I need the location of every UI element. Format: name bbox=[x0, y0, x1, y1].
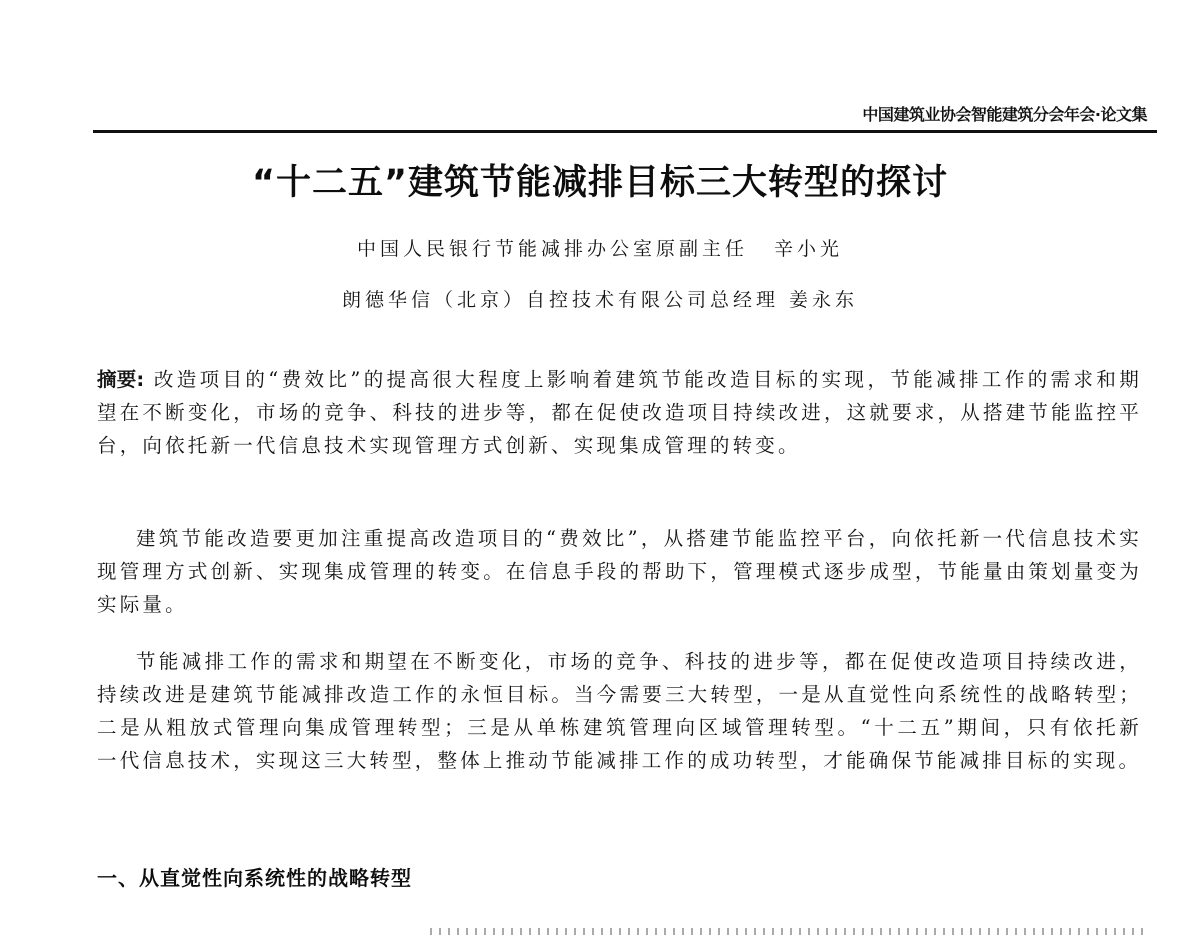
abstract-separator: : bbox=[136, 368, 145, 391]
author-affiliation: 中国人民银行节能减排办公室原副主任 bbox=[356, 238, 748, 260]
author-line-1 bbox=[0, 234, 1200, 261]
paper-title: “十二五”建筑节能减排目标三大转型的探讨 bbox=[251, 163, 948, 203]
body-paragraph: 节能减排工作的需求和期望在不断变化，市场的竞争、科技的进步等，都在促使改造项目持续改进，持续改进是建筑节能减排改造工作的永恒目标。当今需要三大转型，一是从直觉性向系统性的战略转型；二是从粗放式管理向集成管理转型；三是从单栋建筑管理向区域管理转型。“十二五”期间，只有依托新一代信息技术，实现这三大转型，整体上推动节能减排工作的成功转型，才能确保节能减排目标的实现。 bbox=[97, 650, 1142, 772]
author-name: 辛小光 bbox=[774, 238, 844, 260]
journal-name: 中国建筑业协会智能建筑分会年会·论文集 bbox=[862, 105, 1147, 124]
author-affiliation: 朗德华信（北京）自控技术有限公司总经理 bbox=[341, 289, 779, 311]
cutoff-text-line bbox=[430, 928, 1150, 935]
author-line-2 bbox=[0, 285, 1200, 312]
section-heading: 一、从直觉性向系统性的战略转型 bbox=[97, 866, 412, 890]
abstract-text: 改造项目的“费效比”的提高很大程度上影响着建筑节能改造目标的实现，节能减排工作的需求和期望在不断变化，市场的竞争、科技的进步等，都在促使改造项目持续改进，这就要求，从搭建节能监控平台，向依托新一代信息技术实现管理方式创新、实现集成管理的转变。 bbox=[97, 368, 1142, 457]
running-header bbox=[93, 100, 1157, 133]
body-paragraph: 建筑节能改造要更加注重提高改造项目的“费效比”，从搭建节能监控平台，向依托新一代信息技术实现管理方式创新、实现集成管理的转变。在信息手段的帮助下，管理模式逐步成型，节能量由策划量变为实际量。 bbox=[97, 527, 1142, 616]
author-name: 姜永东 bbox=[789, 289, 859, 311]
abstract bbox=[97, 363, 1142, 462]
abstract-label: 摘要 bbox=[97, 368, 137, 391]
